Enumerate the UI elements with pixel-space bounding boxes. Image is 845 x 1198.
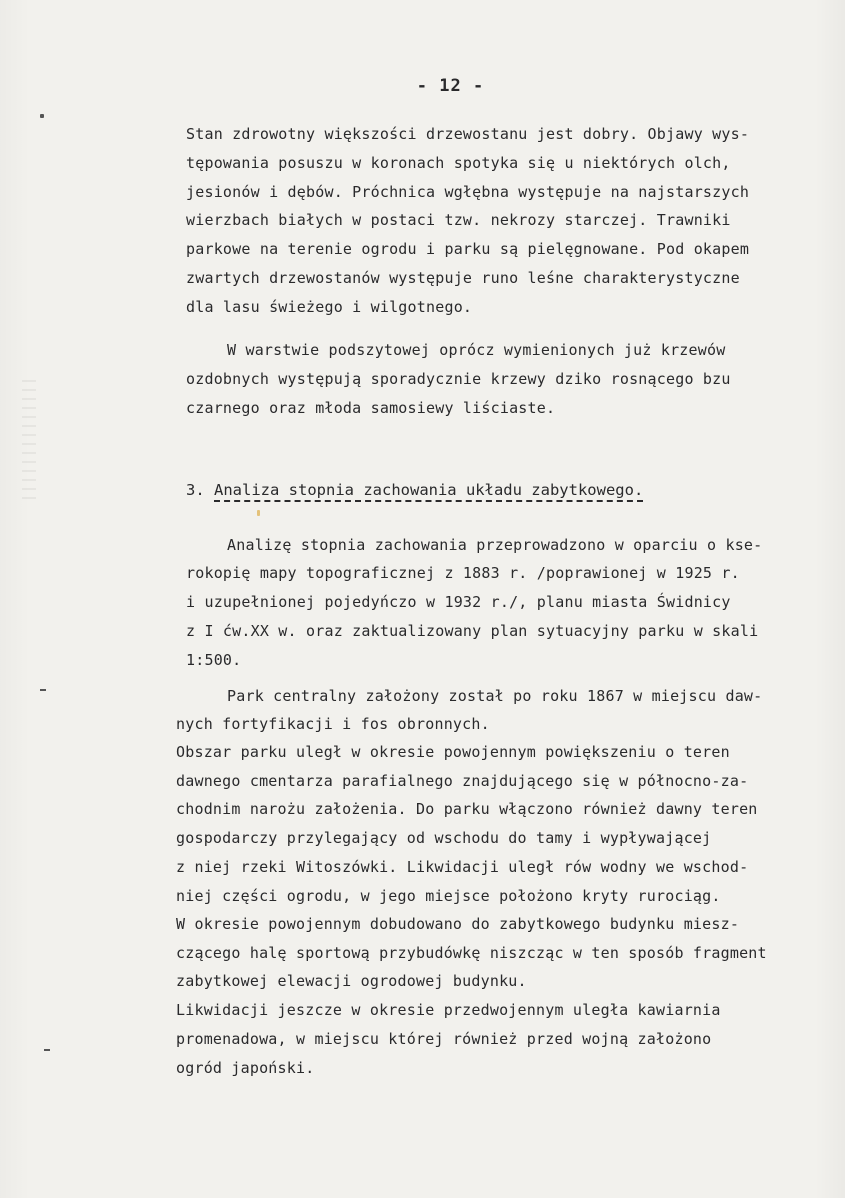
text-line: dawnego cmentarza parafialnego znajdującego się w północno-za- (176, 772, 749, 790)
section-number: 3. (186, 481, 205, 499)
text-line: wierzbach białych w postaci tzw. nekrozy starczej. Trawniki (186, 211, 731, 229)
text-line: ogród japoński. (176, 1059, 315, 1077)
text-line: rokopię mapy topograficznej z 1883 r. /poprawionej w 1925 r. (186, 564, 740, 582)
text-line: tępowania posuszu w koronach spotyka się u niektórych olch, (186, 154, 731, 172)
text-line: z niej rzeki Witoszówki. Likwidacji uległ rów wodny we wschod- (176, 858, 749, 876)
text-line: promenadowa, w miejscu której również przed wojną założono (176, 1030, 712, 1048)
text-line: niej części ogrodu, w jego miejsce położono kryty rurociąg. (176, 887, 721, 905)
text-line: parkowe na terenie ogrodu i parku są pielęgnowane. Pod okapem (186, 240, 750, 258)
text-line: z I ćw.XX w. oraz zaktualizowany plan sytuacyjny parku w skali (186, 622, 759, 640)
text-line: W okresie powojennym dobudowano do zabytkowego budynku miesz- (176, 915, 740, 933)
text-line: gospodarczy przylegający od wschodu do tamy i wypływającej (176, 829, 712, 847)
margin-mark (40, 114, 44, 118)
text-line: chodnim narożu założenia. Do parku włączono również dawny teren (176, 800, 758, 818)
section-title: Analiza stopnia zachowania układu zabytkowego. (214, 481, 644, 499)
text-line: 1:500. (186, 651, 242, 669)
section-heading (186, 480, 643, 500)
text-line: nych fortyfikacji i fos obronnych. (176, 715, 490, 733)
text-line: W warstwie podszytowej oprócz wymienionych już krzewów (227, 341, 726, 359)
margin-mark (44, 1049, 50, 1051)
text-line: zabytkowej elewacji ogrodowej budynku. (176, 972, 527, 990)
text-line: Analizę stopnia zachowania przeprowadzono w oparciu o kse- (227, 536, 763, 554)
text-line: Park centralny założony został po roku 1867 w miejscu daw- (227, 687, 763, 705)
text-line: czarnego oraz młoda samosiewy liściaste. (186, 399, 556, 417)
text-line: i uzupełnionej pojedyńczo w 1932 r./, planu miasta Świdnicy (186, 593, 731, 611)
text-line: Stan zdrowotny większości drzewostanu jest dobry. Objawy wys- (186, 125, 750, 143)
text-line: czącego halę sportową przybudówkę niszcząc w ten sposób fragment (176, 944, 767, 962)
text-line: ozdobnych występują sporadycznie krzewy dziko rosnącego bzu (186, 370, 731, 388)
text-line: Obszar parku uległ w okresie powojennym powiększeniu o teren (176, 743, 730, 761)
paper-speck (257, 510, 260, 516)
text-line: zwartych drzewostanów występuje runo leśne charakterystyczne (186, 269, 740, 287)
page-number: - 12 - (416, 76, 485, 96)
scan-edge-artifact (22, 380, 36, 500)
text-line: jesionów i dębów. Próchnica wgłębna występuje na najstarszych (186, 183, 750, 201)
text-line: dla lasu świeżego i wilgotnego. (186, 298, 473, 316)
margin-mark (40, 689, 46, 691)
text-line: Likwidacji jeszcze w okresie przedwojennym uległa kawiarnia (176, 1001, 721, 1019)
